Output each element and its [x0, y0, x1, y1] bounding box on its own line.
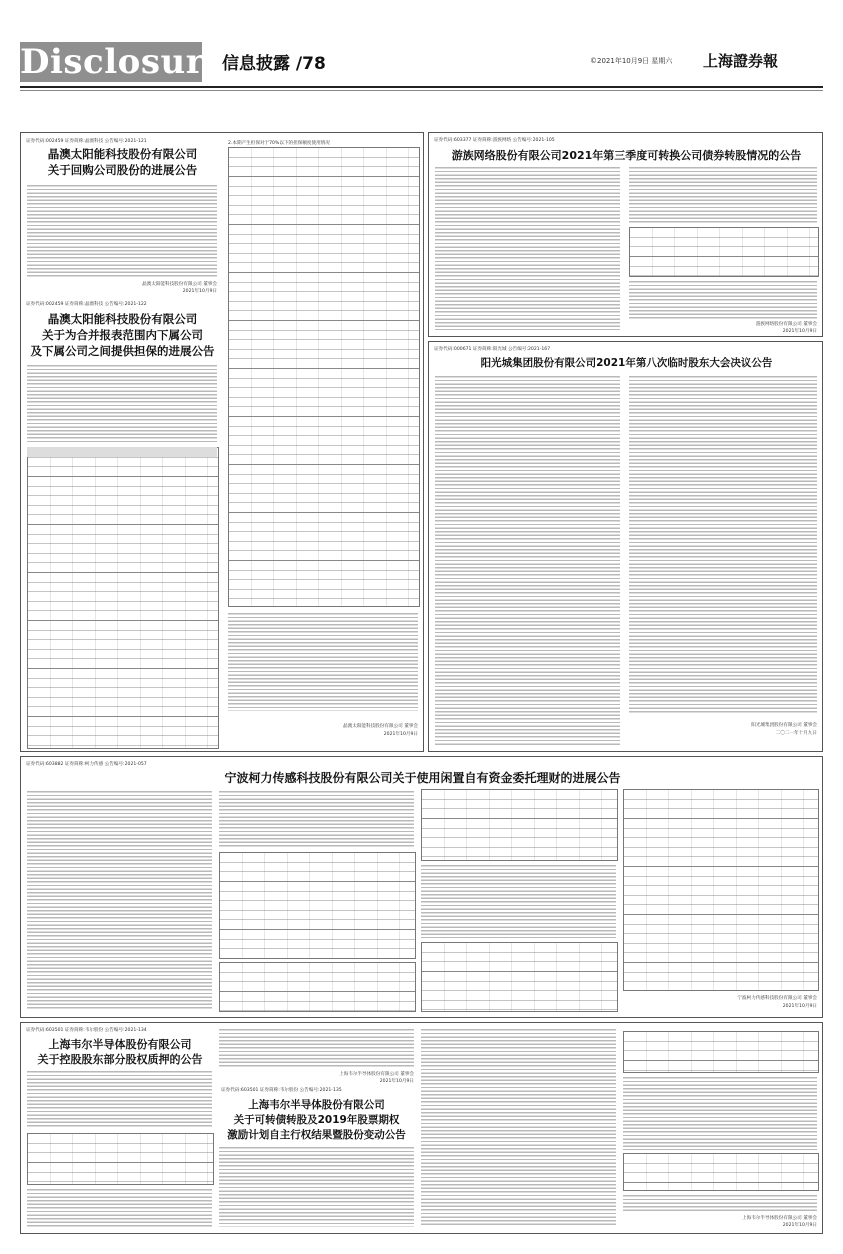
- notice-title: 游族网络股份有限公司2021年第三季度可转换公司债券转股情况的公告: [451, 149, 802, 162]
- notice-code: 证券代码:603882 证券简称:柯力传感 公告编号:2021-057: [26, 762, 147, 767]
- section-logo: Disclosure: [20, 42, 227, 82]
- finance-table: [421, 789, 618, 861]
- notice-title-line2: 关于回购公司股份的进展公告: [47, 163, 198, 177]
- notice-title-line2: 关于可转债转股及2019年股票期权: [233, 1114, 400, 1126]
- share-structure-table: [623, 1153, 819, 1191]
- notice-title-line3: 激励计划自主行权结果暨股份变动公告: [227, 1129, 406, 1141]
- notice-title-line1: 上海韦尔半导体股份有限公司: [48, 1038, 192, 1051]
- signature-date: 二〇二一年十月九日: [775, 731, 817, 736]
- notice-title-line1: 晶澳太阳能科技股份有限公司: [47, 312, 198, 326]
- signature-date: 2021年10月9日: [782, 1004, 817, 1009]
- signature-date: 2021年10月9日: [379, 1079, 414, 1084]
- signature: 游族网络股份有限公司 董事会: [755, 322, 817, 327]
- notice-jasolar: [20, 132, 424, 752]
- notice-title-line2: 关于控股股东部分股权质押的公告: [37, 1053, 203, 1066]
- wealth-list-table: [623, 789, 819, 991]
- body-text: [27, 363, 217, 443]
- header-rule-thin: [20, 90, 823, 91]
- pledge-table: [27, 1133, 214, 1185]
- notice-code: 证券代码:603501 证券简称:韦尔股份 公告编号:2021-135: [221, 1088, 342, 1093]
- table-title: 2.本期产生担保对于70%以下的担保额度使用情况: [228, 141, 330, 146]
- body-text: [435, 165, 620, 330]
- notice-code: 证券代码:002459 证券简称:晶澳科技 公告编号:2021-122: [26, 302, 147, 307]
- body-text: [219, 789, 414, 849]
- signature: 上海韦尔半导体股份有限公司 董事会: [742, 1216, 817, 1221]
- body-text: [27, 183, 217, 278]
- notice-yango: [428, 341, 823, 752]
- share-change-table: [629, 227, 819, 277]
- signature-date: 2021年10月9日: [383, 732, 418, 737]
- signature: 上海韦尔半导体股份有限公司 董事会: [339, 1072, 414, 1077]
- notice-title-line1: 上海韦尔半导体股份有限公司: [248, 1099, 385, 1111]
- notice-youzu: [428, 132, 823, 337]
- issue-date: ©2021年10月9日 星期六: [590, 57, 673, 65]
- body-text: [623, 1193, 817, 1211]
- signature: 阳光城集团股份有限公司 董事会: [751, 723, 817, 728]
- notice-will-semi: [20, 1022, 823, 1234]
- signature: 晶澳太阳能科技股份有限公司 董事会: [142, 282, 217, 287]
- body-text: [27, 789, 212, 1011]
- body-text: [623, 1075, 817, 1150]
- newspaper-name: 上海證券報: [703, 52, 779, 70]
- notice-code: 证券代码:002459 证券简称:晶澳科技 公告编号:2021-121: [26, 139, 147, 144]
- body-text: [629, 374, 817, 714]
- signature: 宁波柯力传感科技股份有限公司 董事会: [737, 996, 817, 1001]
- product-table-2: [219, 962, 416, 1012]
- notice-code: 证券代码:603501 证券简称:韦尔股份 公告编号:2021-134: [26, 1028, 147, 1033]
- section-title: 信息披露 /78: [222, 54, 326, 74]
- guarantee-table-continued: [228, 147, 420, 607]
- signature-date: 2021年10月9日: [782, 329, 817, 334]
- body-text: [27, 1069, 212, 1129]
- body-text: [27, 1187, 212, 1227]
- guarantee-table: [27, 447, 219, 749]
- product-table: [219, 852, 416, 959]
- body-text: [421, 1027, 616, 1227]
- notice-title-line2: 关于为合并报表范围内下属公司: [42, 328, 203, 342]
- signature-date: 2021年10月9日: [182, 289, 217, 294]
- wealth-table: [421, 942, 618, 1012]
- notice-keli: [20, 756, 823, 1018]
- body-text: [421, 863, 616, 938]
- body-text: [629, 279, 817, 319]
- notice-code: 证券代码:603377 证券简称:游族网络 公告编号:2021-105: [434, 138, 555, 143]
- notice-code: 证券代码:000671 证券简称:阳光城 公告编号:2021-167: [434, 347, 551, 352]
- body-text: [629, 165, 817, 223]
- body-text: [228, 611, 418, 711]
- body-text: [219, 1027, 414, 1069]
- header-rule: [20, 86, 823, 88]
- body-text: [219, 1145, 414, 1227]
- signature-date: 2021年10月9日: [782, 1223, 817, 1228]
- table-header: [27, 447, 217, 457]
- signature: 晶澳太阳能科技股份有限公司 董事会: [343, 724, 418, 729]
- notice-title: 宁波柯力传感科技股份有限公司关于使用闲置自有资金委托理财的进展公告: [224, 771, 621, 785]
- notice-title-line1: 晶澳太阳能科技股份有限公司: [47, 147, 198, 161]
- notice-title-line3: 及下属公司之间提供担保的进展公告: [30, 344, 215, 358]
- notice-title: 阳光城集团股份有限公司2021年第八次临时股东大会决议公告: [480, 357, 773, 369]
- body-text: [435, 374, 620, 746]
- share-table: [623, 1031, 819, 1073]
